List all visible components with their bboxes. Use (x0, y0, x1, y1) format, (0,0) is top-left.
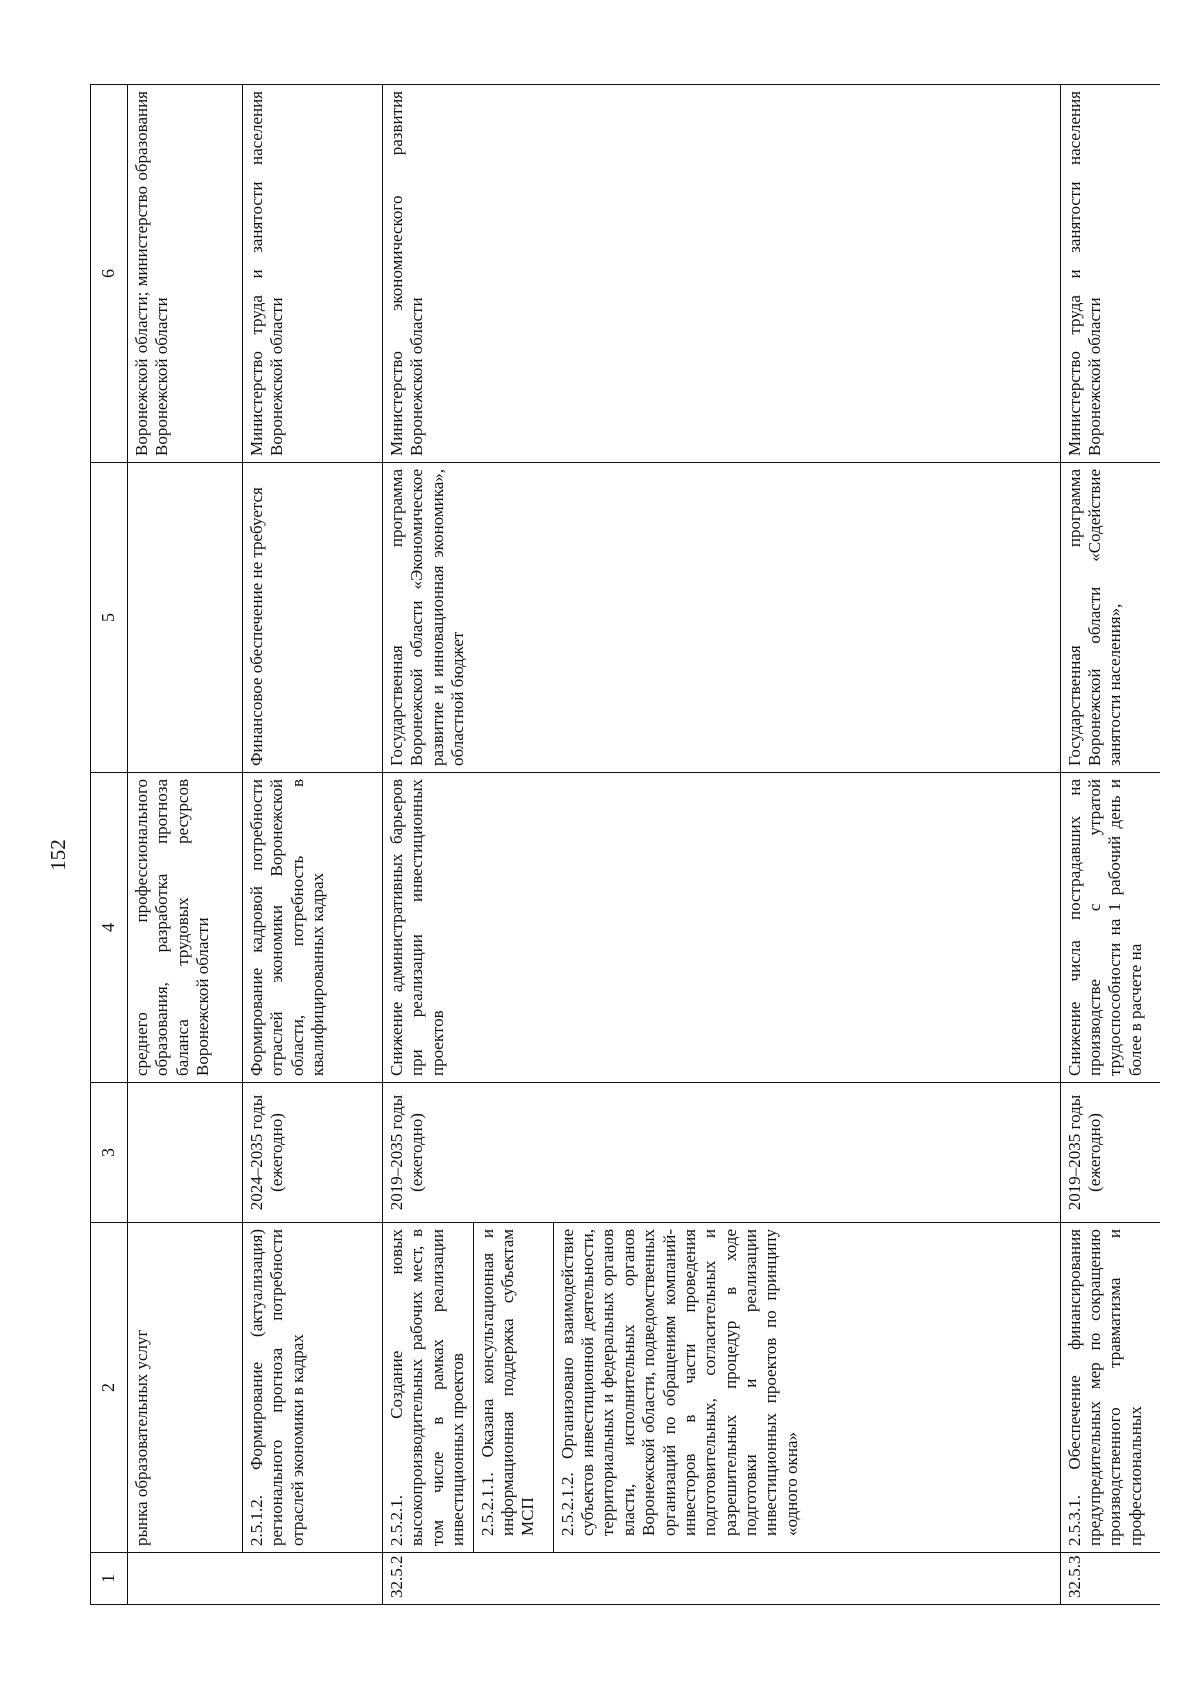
header-col-6: 6 (91, 85, 128, 463)
header-col-5: 5 (91, 463, 128, 773)
cell-responsible: Министерство труда и занятости населения Воронежской области (1060, 85, 1160, 463)
cell-measure: 2.5.1.2. Формирование (актуализация) регионального прогноза потребности отраслей экономики в кадрах (243, 1223, 383, 1553)
submeasure-text: 2.5.2.1.1. Оказана консультационная и информационная поддержка субъектам МСП (477, 1229, 538, 1536)
header-col-1: 1 (91, 1553, 128, 1605)
cell-result: Снижение административных барьеров при реализации инвестиционных проектов (383, 773, 1061, 1083)
cell-period (128, 1083, 243, 1223)
cell-responsible: Министерство труда и занятости населения Воронежской области (243, 85, 383, 463)
rotated-table-sheet (90, 85, 1160, 1605)
cell-funding: Государственная программа Воронежской области «Экономическое развитие и инновационная экономика», областной бюджет (383, 463, 1061, 773)
measures-table (90, 84, 1160, 1605)
cell-number (128, 1553, 383, 1605)
submeasure-text: 2.5.2.1.2. Организовано взаимодействие субъектов инвестиционной деятельности, территориальных и федеральных органов власти, исполнительных органов Воронежской области, подведомственных организаций по обращениям компаний-инвесторов в части проведения подготовительных, согласительных и разрешительных процедур в ходе подготовки и реализации инвестиционных проектов по принципу «одного окна» (557, 1229, 801, 1536)
cell-number: 32.5.2 (383, 1553, 1061, 1605)
header-row (91, 85, 128, 1605)
cell-responsible: Министерство экономического развития Воронежской области (383, 85, 1061, 463)
cell-measure: рынка образовательных услуг (128, 1223, 243, 1553)
table-row (383, 85, 474, 1605)
cell-funding (128, 463, 243, 773)
cell-measure: 2.5.2.1. Создание новых высокопроизводительных рабочих мест, в том числе в рамках реализации инвестиционных проектов (383, 1223, 474, 1553)
cell-period: 2024–2035 годы (ежегодно) (243, 1083, 383, 1223)
table-row (243, 85, 383, 1605)
cell-responsible: Воронежской области; министерство образования Воронежской области (128, 85, 243, 463)
cell-period: 2019–2035 годы (ежегодно) (1060, 1083, 1160, 1223)
page-number: 152 (46, 839, 70, 871)
cell-number: 32.5.3 (1060, 1553, 1160, 1605)
cell-result: Формирование кадровой потребности отраслей экономики Воронежской области, потребность в квалифицированных кадрах (243, 773, 383, 1083)
header-col-4: 4 (91, 773, 128, 1083)
cell-measure: 2.5.3.1. Обеспечение финансирования предупредительных мер по сокращению производственного травматизма и профессиональных (1060, 1223, 1160, 1553)
cell-submeasure (553, 1223, 1060, 1553)
cell-submeasure (473, 1223, 553, 1553)
table-row (1060, 85, 1160, 1605)
cell-funding: Государственная программа Воронежской области «Содействие занятости населения», (1060, 463, 1160, 773)
cell-funding: Финансовое обеспечение не требуется (243, 463, 383, 773)
cell-result: Снижение числа пострадавших на производстве с утратой трудоспособности на 1 рабочий день и более в расчете на (1060, 773, 1160, 1083)
header-col-3: 3 (91, 1083, 128, 1223)
cell-period: 2019–2035 годы (ежегодно) (383, 1083, 1061, 1223)
table-row (128, 85, 243, 1605)
cell-result: среднего профессионального образования, разработка прогноза баланса трудовых ресурсов Воронежской области (128, 773, 243, 1083)
header-col-2: 2 (91, 1223, 128, 1553)
